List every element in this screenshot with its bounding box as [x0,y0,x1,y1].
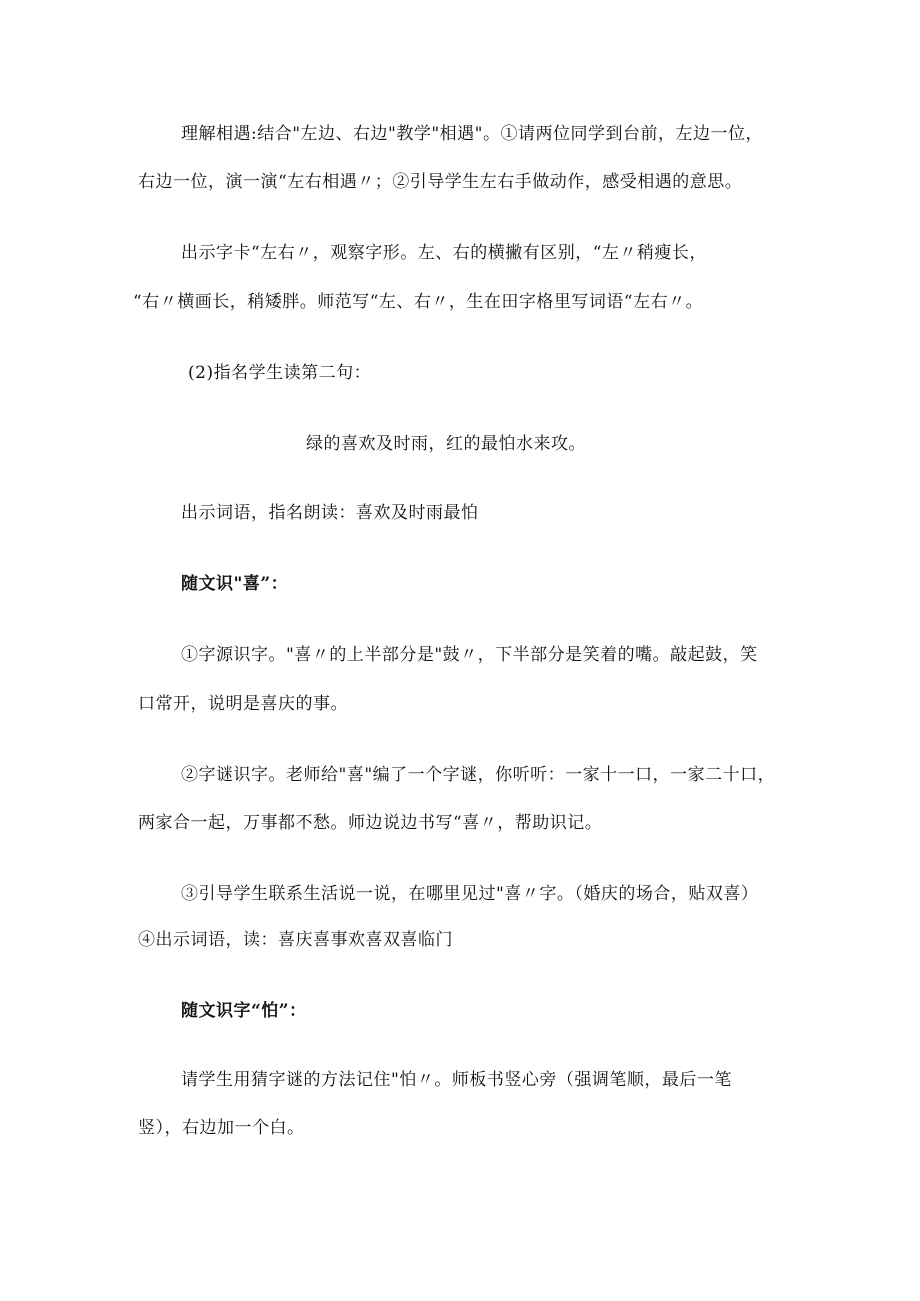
paragraph-2-line-2: “右〃横画长，稍矮胖。师范写“左、右〃，生在田字格里写词语“左右〃。 [133,292,704,312]
heading-pa: 随文识字“怕”： [181,1001,307,1021]
paragraph-6-line-2: 两家合一起，万事都不愁。师边说边书写“喜〃，帮助识记。 [138,813,603,833]
paragraph-5-line-1: ①字源识字。"喜〃的上半部分是"鼓〃，下半部分是笑着的嘴。敲起鼓，笑 [181,645,758,665]
paragraph-5-line-2: 口常开，说明是喜庆的事。 [138,694,348,714]
paragraph-3: (2)指名学生读第二句： [188,363,372,383]
paragraph-4: 出示词语，指名朗读：喜欢及时雨最怕 [181,503,479,523]
paragraph-1-line-1: 理解相遇:结合"左边、右边"教学"相遇"。①请两位同学到台前，左边一位， [181,124,764,144]
paragraph-7-line-1: ③引导学生联系生活说一说，在哪里见过"喜〃字。（婚庆的场合，贴双喜） [181,884,759,904]
heading-xi: 随文识"喜”： [181,574,289,594]
paragraph-2-line-1: 出示字卡“左右〃，观察字形。左、右的横撇有区别，“左〃稍瘦长， [181,243,707,263]
paragraph-8-line-1: 请学生用猜字谜的方法记住"怕〃。师板书竖心旁（强调笔顺，最后一笔 [181,1070,732,1090]
verse-line: 绿的喜欢及时雨，红的最怕水来攻。 [306,434,586,454]
paragraph-7-line-2: ④出示词语，读：喜庆喜事欢喜双喜临门 [138,930,453,950]
paragraph-6-line-1: ②字谜识字。老师给"喜"编了一个字谜，你听听：一家十一口，一家二十口， [181,765,776,785]
paragraph-1-line-2: 右边一位，演一演“左右相遇〃；②引导学生左右手做动作，感受相遇的意思。 [138,172,743,192]
paragraph-8-line-2: 竖），右边加一个白。 [138,1118,305,1138]
